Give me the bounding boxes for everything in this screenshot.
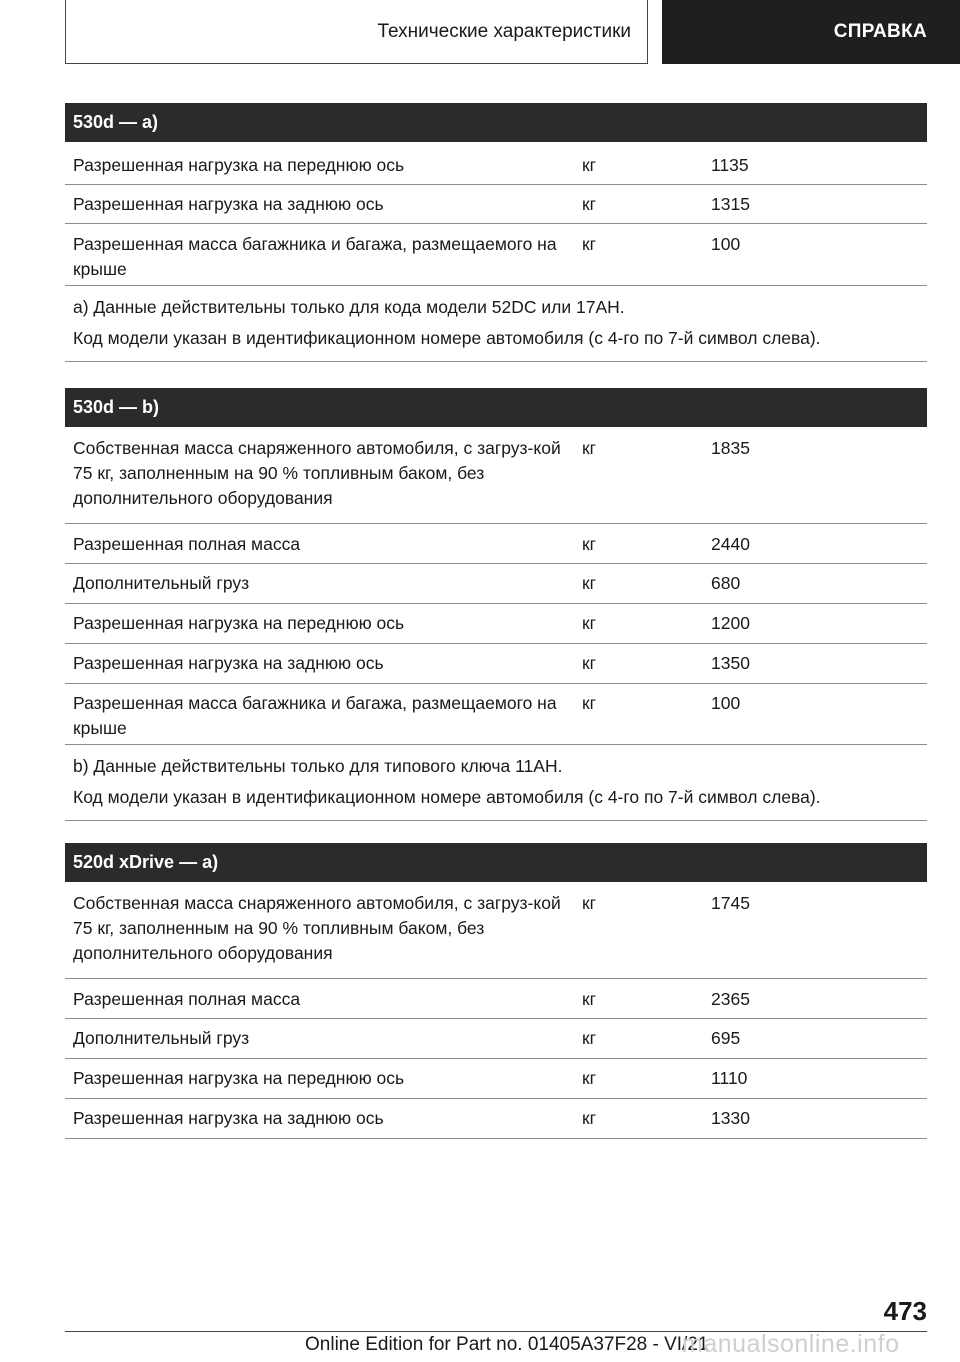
chapter-title: СПРАВКА xyxy=(833,21,927,42)
row-label: Разрешенная полная масса xyxy=(73,989,301,1009)
table-row xyxy=(65,604,927,644)
table-title: 530d — b) xyxy=(65,388,927,427)
spec-table-520d-xdrive-a xyxy=(65,843,927,1139)
row-unit: кг xyxy=(582,534,597,554)
table-row xyxy=(65,142,927,185)
row-value: 2365 xyxy=(711,989,750,1009)
spec-table-530d-a xyxy=(65,103,927,362)
row-value: 1745 xyxy=(711,893,750,913)
row-unit: кг xyxy=(582,693,597,713)
table-row xyxy=(65,684,927,745)
row-value: 695 xyxy=(711,1028,741,1048)
row-label: Собственная масса снаряженного автомобиля, с загруз-кой 75 кг, заполненным на 90 % топливным баком, без дополнительного оборудования xyxy=(73,893,561,963)
row-value: 1110 xyxy=(711,1068,748,1088)
row-unit: кг xyxy=(582,1108,597,1128)
row-label: Разрешенная нагрузка на переднюю ось xyxy=(73,155,405,175)
row-label: Собственная масса снаряженного автомобиля, с загруз-кой 75 кг, заполненным на 90 % топливным баком, без дополнительного оборудования xyxy=(73,438,561,508)
row-label: Разрешенная масса багажника и багажа, размещаемого на крыше xyxy=(73,234,557,279)
chapter-tab xyxy=(662,0,960,64)
page-number: 473 xyxy=(883,1296,927,1326)
row-unit: кг xyxy=(582,653,597,673)
row-unit: кг xyxy=(582,573,597,593)
row-value: 100 xyxy=(711,693,741,713)
row-unit: кг xyxy=(582,613,597,633)
row-value: 1135 xyxy=(711,155,749,175)
row-value: 680 xyxy=(711,573,741,593)
row-value: 1330 xyxy=(711,1108,750,1128)
watermark-text: manualsonline.info xyxy=(682,1330,900,1358)
footnote: Код модели указан в идентификационном номере автомобиля (с 4-го по 7-й символ слева). xyxy=(73,787,821,807)
table-notes xyxy=(65,745,927,821)
table-row xyxy=(65,979,927,1019)
footnote: a) Данные действительны только для кода модели 52DC или 17AH. xyxy=(73,297,625,317)
table-title: 530d — a) xyxy=(65,103,927,142)
row-label: Разрешенная масса багажника и багажа, размещаемого на крыше xyxy=(73,693,557,738)
footnote: b) Данные действительны только для типового ключа 11AH. xyxy=(73,756,563,776)
row-unit: кг xyxy=(582,1028,597,1048)
row-value: 1200 xyxy=(711,613,750,633)
table-row xyxy=(65,1019,927,1059)
spec-table-530d-b xyxy=(65,388,927,821)
table-row xyxy=(65,882,927,979)
row-unit: кг xyxy=(582,1068,597,1088)
row-label: Разрешенная нагрузка на переднюю ось xyxy=(73,613,405,633)
row-label: Дополнительный груз xyxy=(73,1028,250,1048)
row-value: 2440 xyxy=(711,534,750,554)
row-unit: кг xyxy=(582,438,597,458)
section-title: Технические характеристики xyxy=(377,20,631,42)
table-row xyxy=(65,644,927,684)
table-row xyxy=(65,427,927,524)
row-value: 1835 xyxy=(711,438,750,458)
table-row xyxy=(65,224,927,286)
row-label: Разрешенная полная масса xyxy=(73,534,301,554)
footnote: Код модели указан в идентификационном номере автомобиля (с 4-го по 7-й символ слева). xyxy=(73,328,821,348)
row-unit: кг xyxy=(582,194,597,214)
row-unit: кг xyxy=(582,234,597,254)
edition-text: Online Edition for Part no. 01405A37F28 - VI/21 xyxy=(305,1334,709,1355)
row-label: Дополнительный груз xyxy=(73,573,250,593)
table-row xyxy=(65,564,927,604)
row-unit: кг xyxy=(582,893,597,913)
row-label: Разрешенная нагрузка на переднюю ось xyxy=(73,1068,405,1088)
table-row xyxy=(65,1099,927,1139)
row-label: Разрешенная нагрузка на заднюю ось xyxy=(73,1108,384,1128)
table-notes xyxy=(65,286,927,362)
table-row xyxy=(65,524,927,564)
table-title: 520d xDrive — a) xyxy=(65,843,927,882)
table-row xyxy=(65,1059,927,1099)
row-value: 1350 xyxy=(711,653,750,673)
row-unit: кг xyxy=(582,989,597,1009)
row-value: 1315 xyxy=(711,194,750,214)
row-value: 100 xyxy=(711,234,741,254)
row-label: Разрешенная нагрузка на заднюю ось xyxy=(73,653,384,673)
table-row xyxy=(65,185,927,224)
section-title-tab xyxy=(65,0,648,64)
row-unit: кг xyxy=(582,155,597,175)
row-label: Разрешенная нагрузка на заднюю ось xyxy=(73,194,384,214)
